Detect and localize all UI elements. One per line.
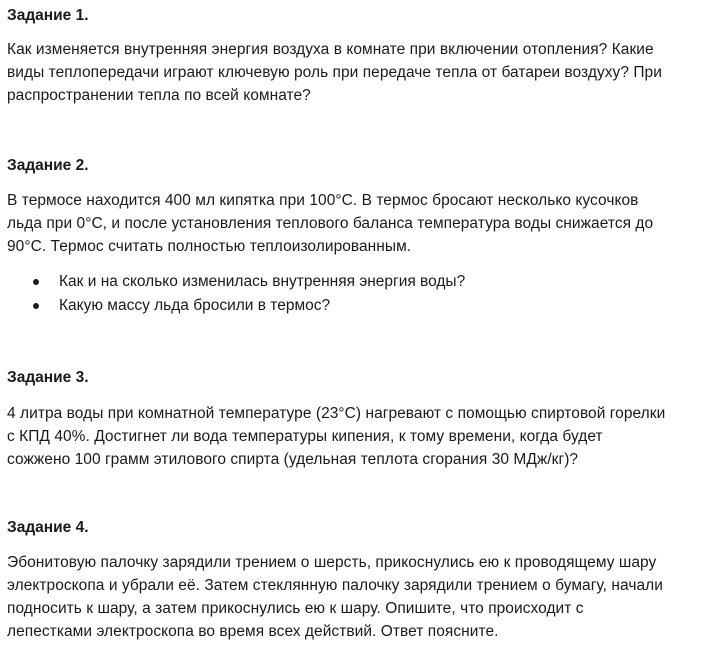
bullet-dot-icon bbox=[33, 303, 39, 309]
task-4-line-2: электроскопа и убрали её. Затем стеклянную палочку зарядили трением о бумагу, начали bbox=[7, 577, 663, 594]
task-2-line-3: 90°С. Термос считать полностью теплоизолированным. bbox=[7, 238, 412, 255]
task-3-line-2: с КПД 40%. Достигнет ли вода температуры кипения, к тому времени, когда будет bbox=[7, 428, 603, 445]
task-2-line-1: В термосе находится 400 мл кипятка при 100°С. В термос бросают несколько кусочков bbox=[7, 192, 639, 209]
task-4-line-4: лепестками электроскопа во время всех действий. Ответ поясните. bbox=[7, 623, 499, 640]
task-3-line-1: 4 литра воды при комнатной температуре (23°С) нагревают с помощью спиртовой горелки bbox=[7, 405, 666, 422]
task-2-line-2: льда при 0°С, и после установления теплового баланса температура воды снижается до bbox=[7, 215, 654, 232]
task-2-bullet-2: Какую массу льда бросили в термос? bbox=[59, 297, 331, 314]
task-2-heading: Задание 2. bbox=[7, 157, 89, 174]
task-4-line-3: подносить к шару, а затем прикоснулись ею к шару. Опишите, что происходит с bbox=[7, 600, 584, 617]
task-2-bullet-1: Как и на сколько изменилась внутренняя энергия воды? bbox=[59, 273, 466, 290]
task-1-line-2: виды теплопередачи играют ключевую роль при передаче тепла от батареи воздуху? При bbox=[7, 64, 662, 81]
task-3-line-3: сожжено 100 грамм этилового спирта (удельная теплота сгорания 30 МДж/кг)? bbox=[7, 451, 579, 468]
task-1-line-3: распространении тепла по всей комнате? bbox=[7, 87, 311, 104]
task-4-line-1: Эбонитовую палочку зарядили трением о шерсть, прикоснулись ею к проводящему шару bbox=[7, 554, 657, 571]
task-3-heading: Задание 3. bbox=[7, 369, 89, 386]
bullet-dot-icon bbox=[33, 279, 39, 285]
task-1-line-1: Как изменяется внутренняя энергия воздуха в комнате при включении отопления? Какие bbox=[7, 41, 654, 58]
task-4-heading: Задание 4. bbox=[7, 519, 89, 536]
task-1-heading: Задание 1. bbox=[7, 7, 89, 24]
